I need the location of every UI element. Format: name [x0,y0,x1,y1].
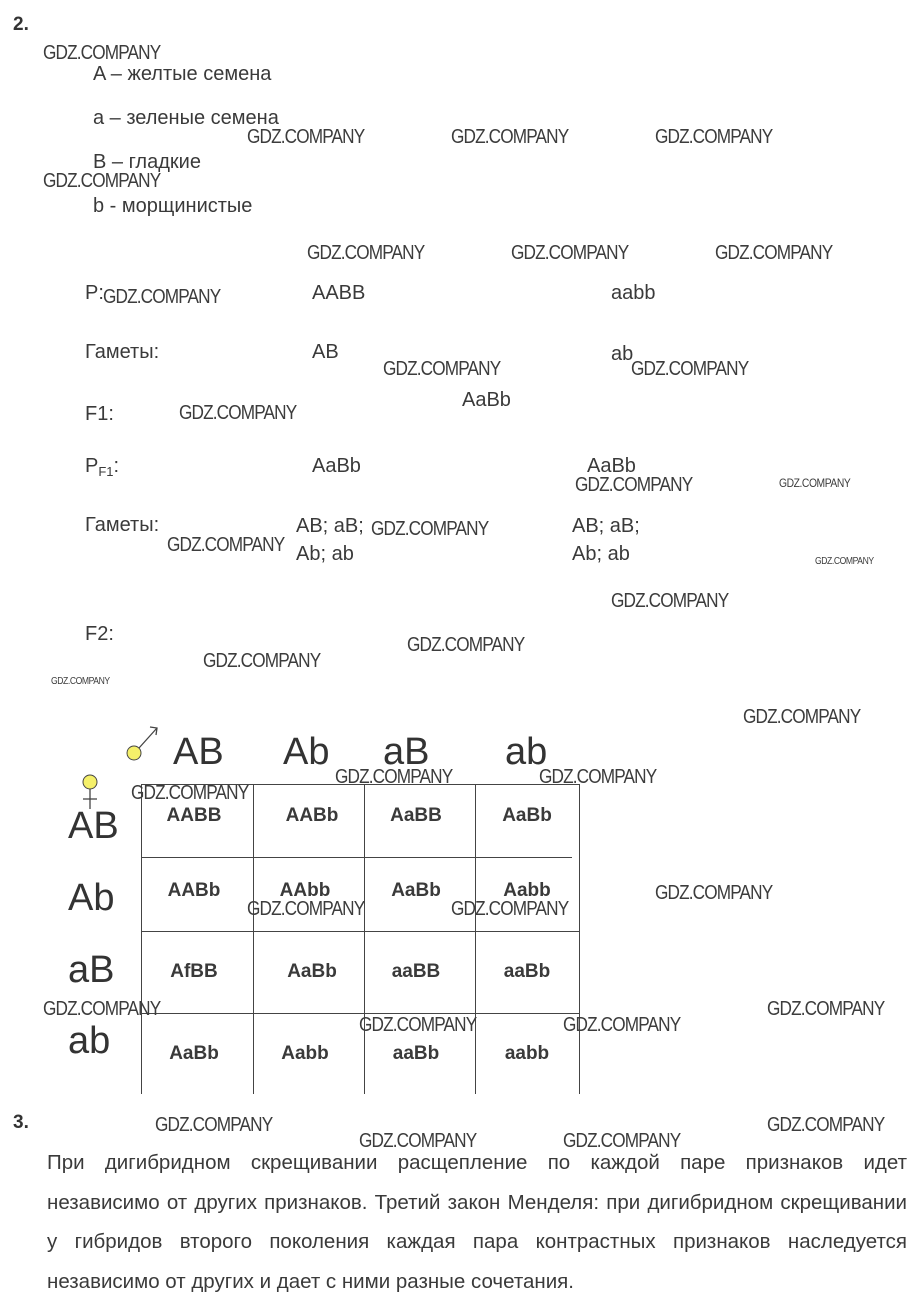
gametes-right: ab [611,343,634,365]
pf1-label: $P_{F1}$: [85,455,120,479]
pf1-left-genotype: AaBb [312,455,361,477]
gametes-left: AB [312,341,339,363]
watermark: GDZ.COMPANY [155,1114,273,1136]
gametes2-left-line2: Ab; ab [296,543,354,565]
punnett-cell: AABB [166,805,222,826]
watermark: GDZ.COMPANY [43,42,161,64]
punnett-cell: AABb [285,805,339,826]
watermark: GDZ.COMPANY [247,898,365,920]
punnett-cell: AABb [167,880,221,901]
legend-item: B – гладкие [93,151,201,173]
punnett-col-header: ab [505,731,548,773]
watermark: GDZ.COMPANY [131,782,249,804]
punnett-cell: AaBB [390,805,442,826]
punnett-row-header: aB [68,949,115,991]
watermark: GDZ.COMPANY [179,402,297,424]
male-symbol-icon [124,720,164,765]
watermark: GDZ.COMPANY [655,882,773,904]
watermark: GDZ.COMPANY [779,476,851,490]
punnett-cell: aaBB [391,961,441,982]
punnett-row-header: ab [68,1020,111,1062]
watermark: GDZ.COMPANY [539,766,657,788]
watermark: GDZ.COMPANY [767,998,885,1020]
watermark: GDZ.COMPANY [451,898,569,920]
punnett-cell: AaBb [169,1043,219,1064]
gametes2-left-line1: AB; aB; [296,515,364,537]
watermark: GDZ.COMPANY [631,358,749,380]
watermark: GDZ.COMPANY [655,126,773,148]
watermark: GDZ.COMPANY [335,766,453,788]
p-left-genotype: AABB [312,282,366,304]
watermark: GDZ.COMPANY [611,590,729,612]
watermark: GDZ.COMPANY [43,170,161,192]
punnett-col-header: AB [173,731,224,773]
legend-item: b - морщинистые [93,195,253,217]
watermark: GDZ.COMPANY [767,1114,885,1136]
pf1-right-genotype: AaBb [587,455,636,477]
watermark: GDZ.COMPANY [715,242,833,264]
gametes2-label: Гаметы: [85,514,160,536]
watermark: GDZ.COMPANY [371,518,489,540]
watermark: GDZ.COMPANY [203,650,321,672]
watermark: GDZ.COMPANY [743,706,861,728]
watermark: GDZ.COMPANY [43,998,161,1020]
punnett-cell: Aabb [281,1043,329,1064]
watermark: GDZ.COMPANY [815,556,874,567]
watermark: GDZ.COMPANY [407,634,525,656]
punnett-col-header: Ab [283,731,330,773]
p-label: P: [85,282,104,304]
watermark: GDZ.COMPANY [167,534,285,556]
punnett-row-header: Ab [68,877,115,919]
punnett-cell: aabb [504,1043,550,1064]
watermark: GDZ.COMPANY [575,474,693,496]
watermark: GDZ.COMPANY [51,676,110,687]
gametes-label: Гаметы: [85,341,160,363]
legend-item: A – желтые семена [93,63,272,85]
watermark: GDZ.COMPANY [563,1130,681,1152]
f1-genotype: AaBb [462,389,511,411]
gametes2-right-line2: Ab; ab [572,543,630,565]
punnett-cell: aaBb [392,1043,440,1064]
punnett-cell: AfBB [170,961,218,982]
watermark: GDZ.COMPANY [247,126,365,148]
task3-answer-text: При дигибридном скрещивании расщепление по каждой паре признаков идет независимо от других признаков. Третий закон Менделя: при дигибридном скрещивании у гибридов второго поколения каждая пара контрастных признаков наследуется независимо от других и дает с ними разные сочетания. [47,1151,907,1293]
watermark: GDZ.COMPANY [103,286,221,308]
punnett-cell: AaBb [287,961,337,982]
f2-label: F2: [85,623,114,645]
watermark: GDZ.COMPANY [307,242,425,264]
watermark: GDZ.COMPANY [383,358,501,380]
watermark: GDZ.COMPANY [359,1130,477,1152]
task-number-3: 3. [13,1112,29,1133]
gametes2-right-line1: AB; aB; [572,515,640,537]
punnett-cell: Aabb [503,880,551,901]
punnett-row-header: AB [68,805,119,847]
task-number-2: 2. [13,14,29,35]
punnett-cell: AAbb [279,880,331,901]
punnett-cell: aaBb [503,961,551,982]
punnett-cell: AaBb [502,805,552,826]
punnett-col-header: aB [383,731,430,773]
watermark: GDZ.COMPANY [359,1014,477,1036]
watermark: GDZ.COMPANY [511,242,629,264]
f1-label: F1: [85,403,114,425]
legend-item: a – зеленые семена [93,107,279,129]
watermark: GDZ.COMPANY [563,1014,681,1036]
p-right-genotype: aabb [611,282,656,304]
watermark: GDZ.COMPANY [451,126,569,148]
punnett-cell: AaBb [391,880,441,901]
